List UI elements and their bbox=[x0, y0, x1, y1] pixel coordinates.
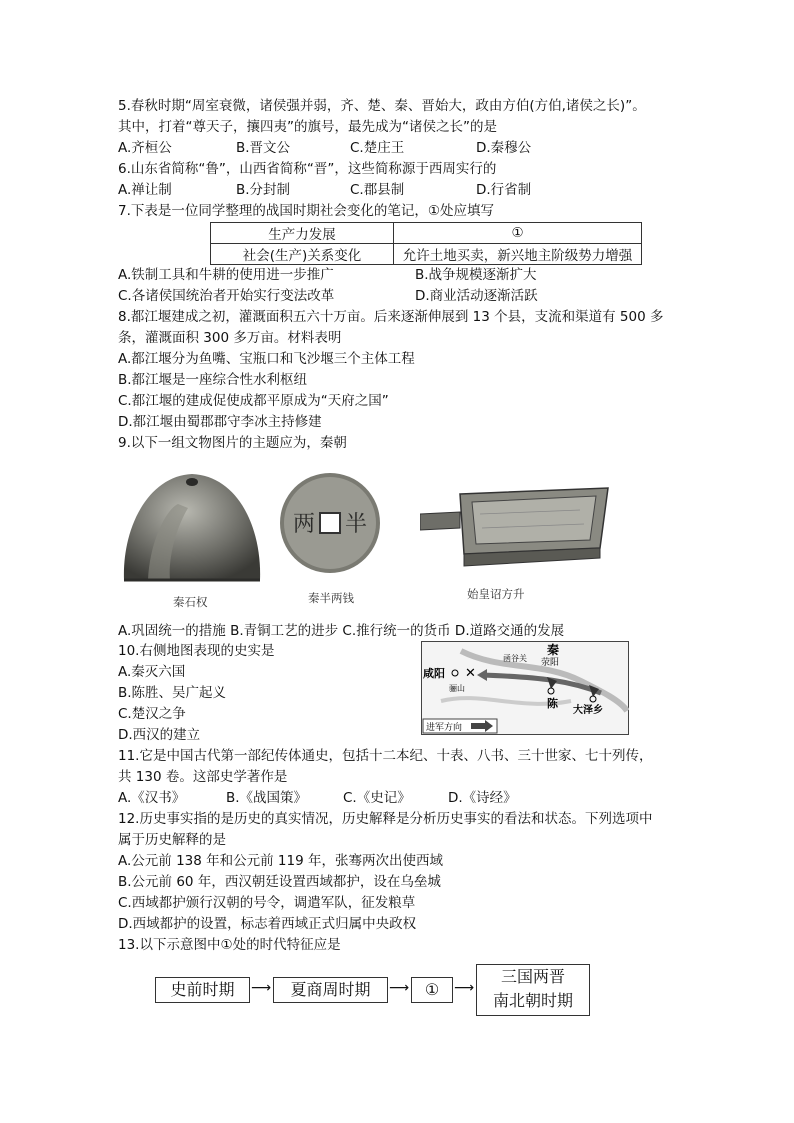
timeline-arrow-icon: ⟶ bbox=[454, 980, 475, 996]
q12-option-c: C.西域都护颁行汉朝的号令，调遣军队，征发粮草 bbox=[118, 895, 416, 911]
q12-stem-line1: 12.历史事实指的是历史的真实情况，历史解释是分析历史事实的看法和状态。下列选项中 bbox=[118, 811, 653, 827]
q7-option-d: D.商业活动逐渐活跃 bbox=[415, 288, 538, 304]
map-legend-label: 进军方向 bbox=[426, 723, 463, 733]
battle-cross-icon: ✕ bbox=[465, 666, 476, 681]
q11-option-d: D.《诗经》 bbox=[448, 790, 517, 806]
q7-option-b: B.战争规模逐渐扩大 bbox=[415, 267, 537, 283]
q11-option-a: A.《汉书》 bbox=[118, 790, 186, 806]
uprising-map bbox=[421, 641, 629, 735]
q5-option-b: B.晋文公 bbox=[236, 140, 291, 156]
coin-char-ban: 半 bbox=[344, 512, 368, 537]
q7-option-a: A.铁制工具和牛耕的使用进一步推广 bbox=[118, 267, 334, 283]
timeline-arrow-icon: ⟶ bbox=[251, 980, 272, 996]
coin-char-liang: 两 bbox=[292, 512, 316, 537]
map-label-hangu: 函谷关 bbox=[503, 654, 527, 663]
q6-option-a: A.禅让制 bbox=[118, 182, 172, 198]
q8-option-b: B.都江堰是一座综合性水利枢纽 bbox=[118, 372, 308, 388]
map-label-dazexiang: 大泽乡 bbox=[573, 705, 603, 716]
q5-stem-line2: 其中，打着“尊天子，攘四夷”的旗号，最先成为“诸侯之长”的是 bbox=[118, 119, 497, 135]
timeline-arrow-icon: ⟶ bbox=[389, 980, 410, 996]
q11-stem-line2: 共 130 卷。这部史学著作是 bbox=[118, 769, 288, 785]
q10-stem: 10.右侧地图表现的史实是 bbox=[118, 643, 275, 659]
map-label-chen: 陈 bbox=[547, 697, 558, 710]
q10-option-d: D.西汉的建立 bbox=[118, 727, 201, 743]
q10-option-a: A.秦灭六国 bbox=[118, 664, 186, 680]
timeline-box-blank: ① bbox=[411, 977, 453, 1003]
q12-option-b: B.公元前 60 年，西汉朝廷设置西域都护，设在乌垒城 bbox=[118, 874, 441, 890]
q5-option-d: D.秦穆公 bbox=[476, 140, 532, 156]
q12-option-a: A.公元前 138 年和公元前 119 年，张骞两次出使西域 bbox=[118, 853, 443, 869]
timeline-box-line2: 南北朝时期 bbox=[492, 991, 573, 1010]
banliang-coin-image bbox=[278, 468, 382, 580]
q8-option-c: C.都江堰的建成促使成都平原成为“天府之国” bbox=[118, 393, 389, 409]
map-label-xingyang: 荥阳 bbox=[541, 658, 560, 668]
q11-option-c: C.《史记》 bbox=[343, 790, 411, 806]
q8-stem-line1: 8.都江堰建成之初，灌溉面积五六十万亩。后来逐渐伸展到 13 个县，支流和渠道有 500 多 bbox=[118, 309, 664, 325]
q7-stem: 7.下表是一位同学整理的战国时期社会变化的笔记，①处应填写 bbox=[118, 203, 494, 219]
caption-measuring-vessel: 始皇诏方升 bbox=[467, 587, 525, 601]
q10-option-c: C.楚汉之争 bbox=[118, 706, 186, 722]
timeline-box-three-kingdoms bbox=[476, 964, 590, 1016]
q6-option-b: B.分封制 bbox=[236, 182, 291, 198]
q8-option-d: D.都江堰由蜀郡郡守李冰主持修建 bbox=[118, 414, 322, 430]
caption-banliang-coin: 秦半两钱 bbox=[308, 591, 354, 605]
q6-option-c: C.郡县制 bbox=[350, 182, 405, 198]
q7-table bbox=[210, 222, 642, 265]
q5-stem-line1: 5.春秋时期“周室衰微，诸侯强并弱，齐、楚、秦、晋始大，政由方伯(方伯,诸侯之长)”。 bbox=[118, 98, 646, 114]
q5-option-c: C.楚庄王 bbox=[350, 140, 405, 156]
q11-option-b: B.《战国策》 bbox=[226, 790, 308, 806]
q7-option-c: C.各诸侯国统治者开始实行变法改革 bbox=[118, 288, 335, 304]
timeline-box-xia-shang-zhou: 夏商周时期 bbox=[273, 977, 388, 1003]
map-label-qin: 秦 bbox=[547, 643, 560, 657]
q9-stem: 9.以下一组文物图片的主题应为，秦朝 bbox=[118, 435, 347, 451]
q10-option-b: B.陈胜、吴广起义 bbox=[118, 685, 227, 701]
q12-option-d: D.西域都护的设置，标志着西域正式归属中央政权 bbox=[118, 916, 417, 932]
q9-options: A.巩固统一的措施 B.青铜工艺的进步 C.推行统一的货币 D.道路交通的发展 bbox=[118, 623, 565, 639]
q8-stem-line2: 条，灌溉面积 300 多万亩。材料表明 bbox=[118, 330, 342, 346]
q6-stem: 6.山东省简称“鲁”，山西省简称“晋”，这些简称源于西周实行的 bbox=[118, 161, 497, 177]
q8-option-a: A.都江堰分为鱼嘴、宝瓶口和飞沙堰三个主体工程 bbox=[118, 351, 415, 367]
q6-option-d: D.行省制 bbox=[476, 182, 532, 198]
q12-stem-line2: 属于历史解释的是 bbox=[118, 832, 226, 848]
caption-stone-weight: 秦石权 bbox=[173, 595, 208, 609]
stone-weight-image bbox=[118, 468, 266, 590]
map-label-lishan: 骊山 bbox=[449, 684, 465, 693]
map-label-xianyang: 咸阳 bbox=[423, 667, 445, 680]
q11-stem-line1: 11.它是中国古代第一部纪传体通史，包括十二本纪、十表、八书、三十世家、七十列传， bbox=[118, 748, 653, 764]
q7-table-cell: 允许土地买卖，新兴地主阶级势力增强 bbox=[394, 244, 642, 265]
q7-table-cell: ① bbox=[394, 223, 642, 244]
timeline-box-prehistoric: 史前时期 bbox=[155, 977, 250, 1003]
q5-option-a: A.齐桓公 bbox=[118, 140, 172, 156]
q7-table-cell: 社会(生产)关系变化 bbox=[211, 244, 394, 265]
q13-stem: 13.以下示意图中①处的时代特征应是 bbox=[118, 937, 341, 953]
q7-table-cell: 生产力发展 bbox=[211, 223, 394, 244]
measuring-vessel-image bbox=[420, 484, 610, 574]
timeline-box-line1: 三国两晋 bbox=[500, 967, 565, 986]
